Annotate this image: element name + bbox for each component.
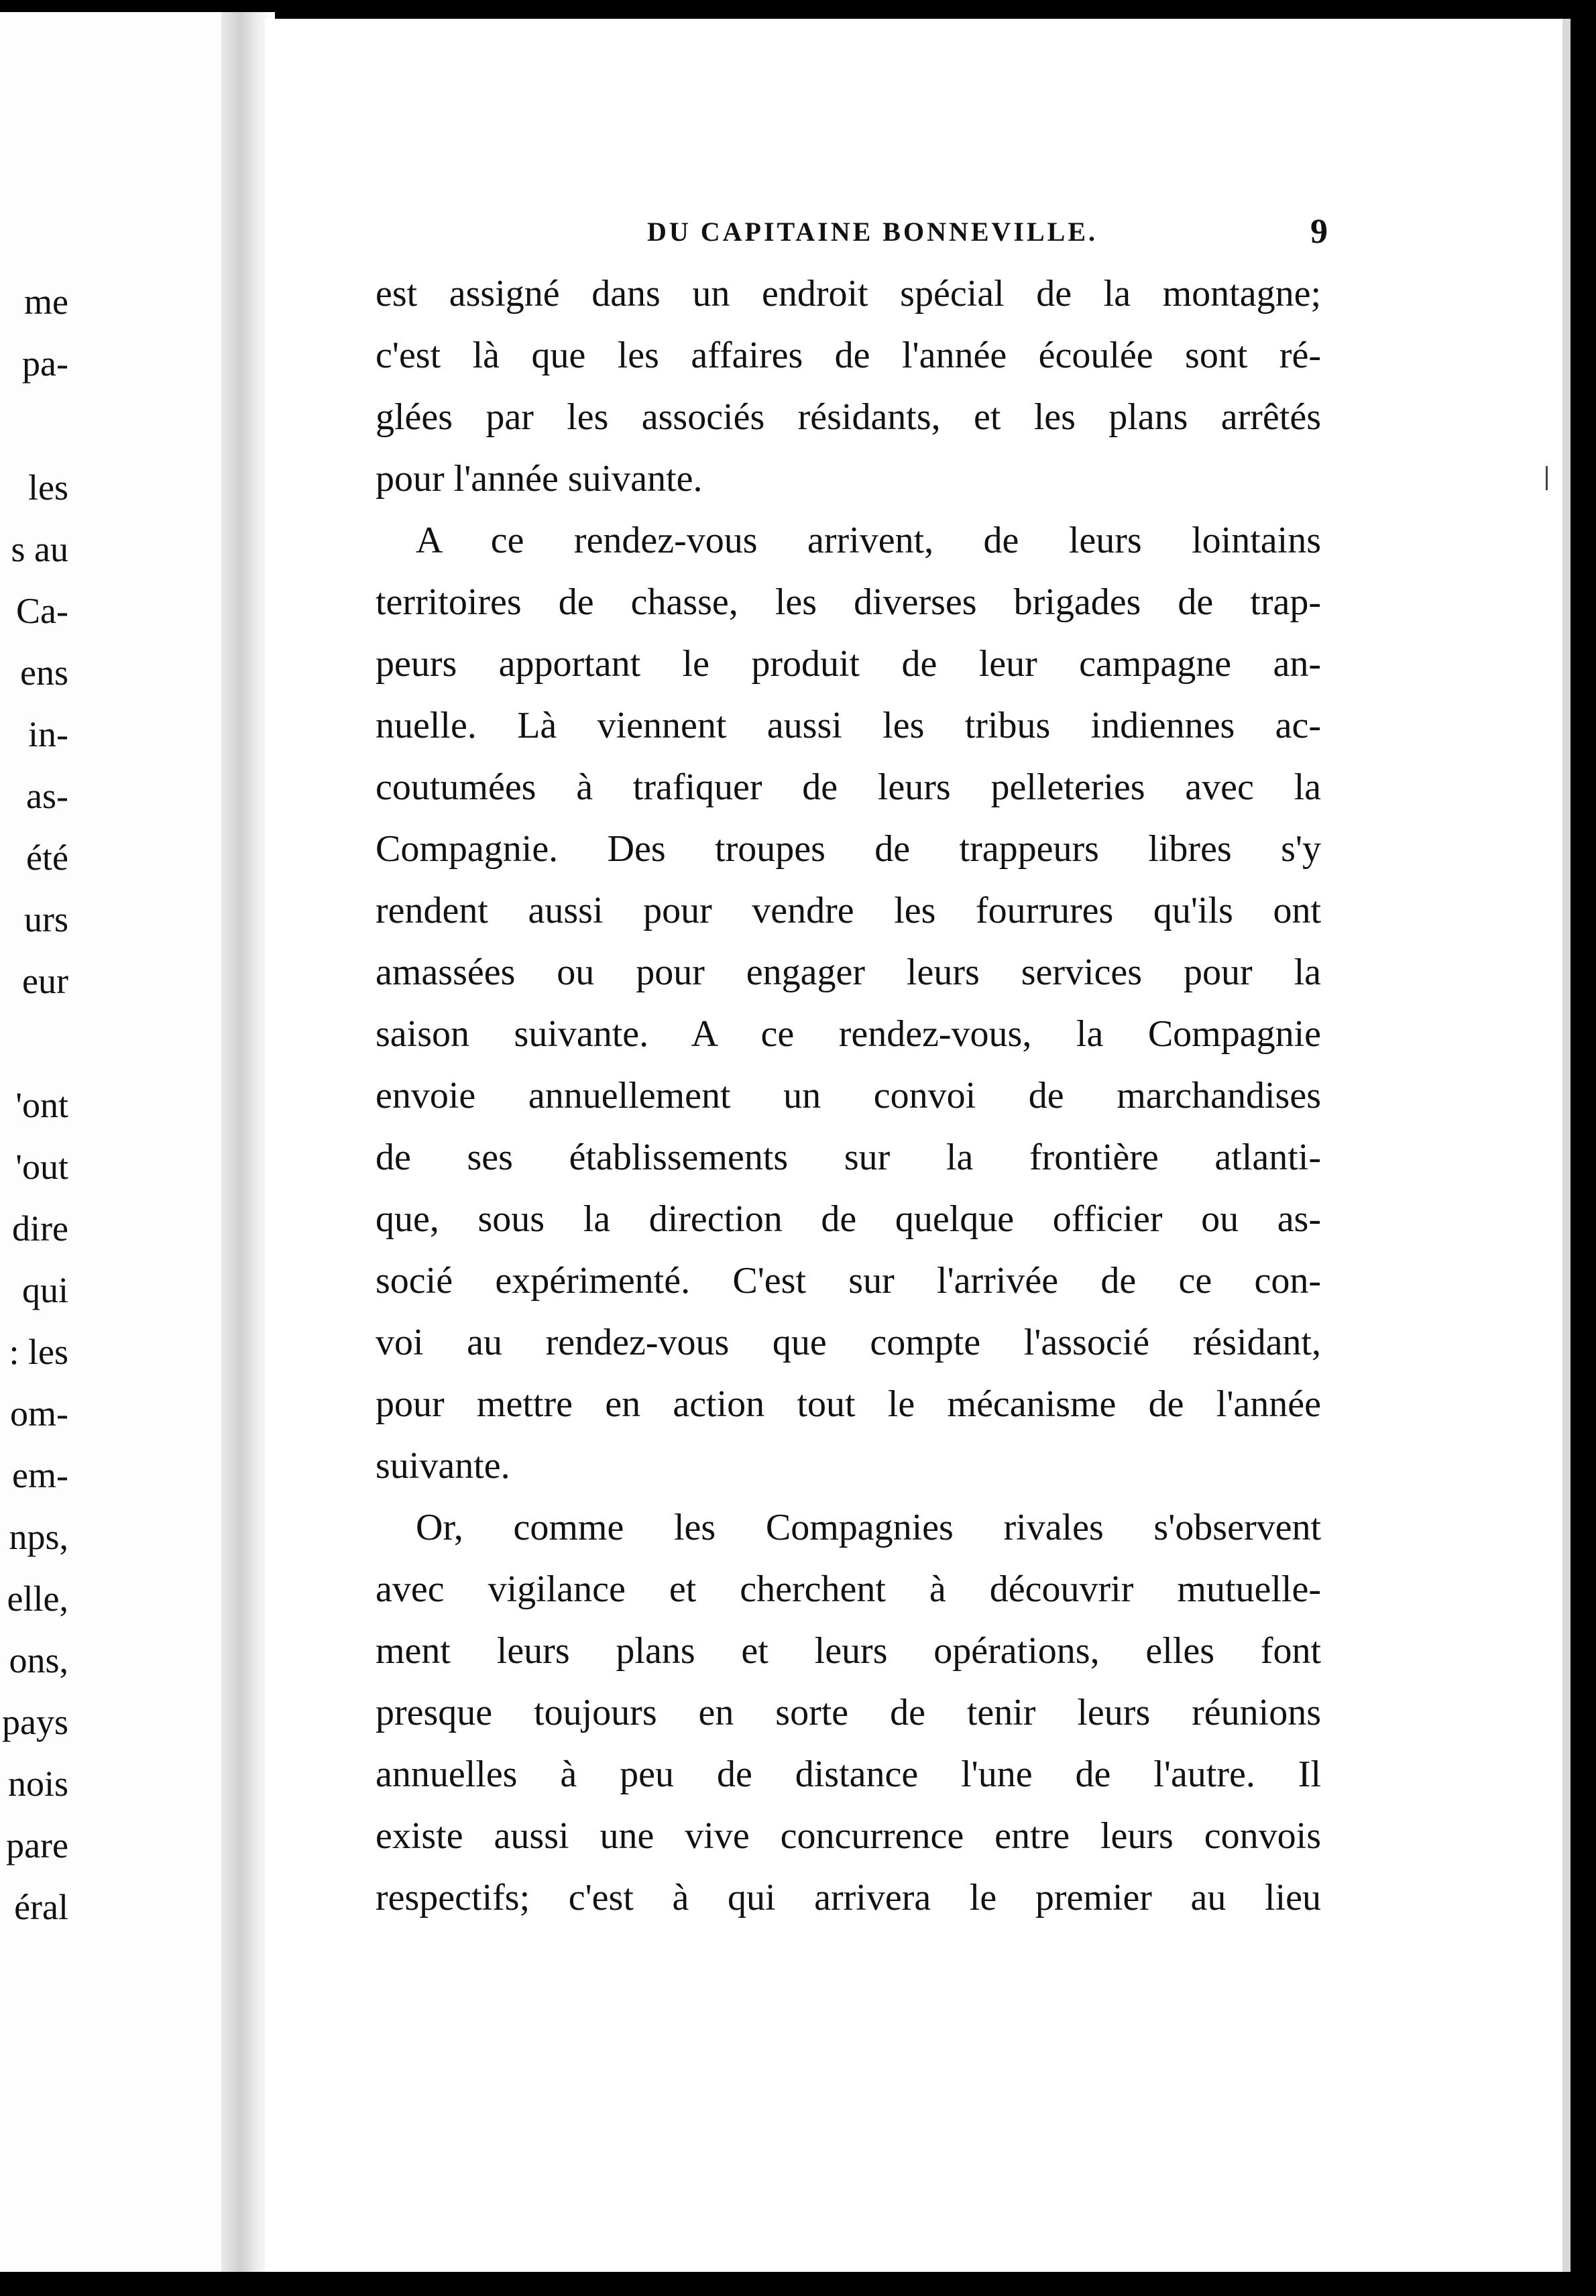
text-line: socié expérimenté. C'est sur l'arrivée de ce con-: [376, 1260, 1321, 1302]
fragment-line: elle,: [7, 1578, 68, 1619]
fragment-line: ons,: [9, 1640, 68, 1680]
fragment-line: pays: [2, 1702, 68, 1742]
text-line: peurs apportant le produit de leur campagne an-: [376, 643, 1321, 685]
fragment-line: s au: [11, 529, 68, 569]
text-line: presque toujours en sorte de tenir leurs réunions: [376, 1692, 1321, 1733]
facing-page-text-fragments: [0, 12, 235, 2272]
text-line: c'est là que les affaires de l'année écoulée sont ré-: [376, 335, 1321, 376]
text-line: A ce rendez-vous arrivent, de leurs lointains: [416, 520, 1321, 561]
running-head: [382, 213, 1328, 256]
scan-artifact: [1546, 466, 1548, 490]
text-line: Compagnie. Des troupes de trappeurs libres s'y: [376, 828, 1321, 870]
page-edge: [1562, 19, 1571, 2272]
fragment-line: ens: [20, 652, 68, 693]
text-line: suivante.: [376, 1445, 510, 1487]
text-line: existe aussi une vive concurrence entre leurs convois: [376, 1815, 1321, 1857]
text-line: de ses établissements sur la frontière atlanti-: [376, 1137, 1321, 1178]
text-line: annuelles à peu de distance l'une de l'autre. Il: [376, 1754, 1321, 1795]
fragment-line: nps,: [9, 1517, 68, 1557]
fragment-line: 'ont: [15, 1085, 68, 1125]
fragment-line: in-: [28, 714, 68, 754]
text-line: amassées ou pour engager leurs services pour la: [376, 952, 1321, 993]
page-number: 9: [1310, 213, 1328, 251]
fragment-line: eur: [22, 961, 68, 1001]
fragment-line: éral: [14, 1887, 68, 1927]
fragment-line: urs: [24, 899, 68, 939]
text-line: nuelle. Là viennent aussi les tribus indiennes ac-: [376, 705, 1321, 746]
text-line: territoires de chasse, les diverses brigades de trap-: [376, 581, 1321, 623]
text-line: ment leurs plans et leurs opérations, elles font: [376, 1630, 1321, 1672]
text-line: pour mettre en action tout le mécanisme de l'année: [376, 1383, 1321, 1425]
fragment-line: dire: [12, 1208, 68, 1249]
fragment-line: les: [28, 467, 68, 508]
fragment-line: Ca-: [16, 591, 68, 631]
facing-page-left: [0, 12, 235, 2272]
fragment-line: om-: [10, 1393, 68, 1434]
running-title: DU CAPITAINE BONNEVILLE.: [647, 217, 1098, 247]
text-line: rendent aussi pour vendre les fourrures qu'ils ont: [376, 890, 1321, 931]
fragment-line: été: [26, 838, 68, 878]
text-line: avec vigilance et cherchent à découvrir mutuelle-: [376, 1568, 1321, 1610]
text-line: glées par les associés résidants, et les plans arrêtés: [376, 396, 1321, 438]
fragment-line: qui: [21, 1270, 68, 1310]
text-line: respectifs; c'est à qui arrivera le premier au lieu: [376, 1877, 1321, 1918]
fragment-line: pa-: [22, 343, 68, 384]
fragment-line: : les: [9, 1332, 68, 1372]
fragment-line: nois: [7, 1764, 68, 1804]
fragment-line: 'out: [15, 1147, 68, 1187]
text-line: saison suivante. A ce rendez-vous, la Compagnie: [376, 1013, 1321, 1055]
text-line: envoie annuellement un convoi de marchandises: [376, 1075, 1321, 1116]
text-line: coutumées à trafiquer de leurs pelleteries avec la: [376, 766, 1321, 808]
text-line: que, sous la direction de quelque officier ou as-: [376, 1198, 1321, 1240]
fragment-line: me: [24, 282, 68, 322]
fragment-line: as-: [26, 776, 68, 816]
fragment-line: em-: [12, 1455, 68, 1495]
text-line: est assigné dans un endroit spécial de la montagne;: [376, 273, 1321, 314]
text-line: Or, comme les Compagnies rivales s'observent: [416, 1507, 1321, 1548]
fragment-line: pare: [6, 1825, 68, 1866]
text-line: voi au rendez-vous que compte l'associé résidant,: [376, 1322, 1321, 1363]
text-line: pour l'année suivante.: [376, 458, 703, 500]
